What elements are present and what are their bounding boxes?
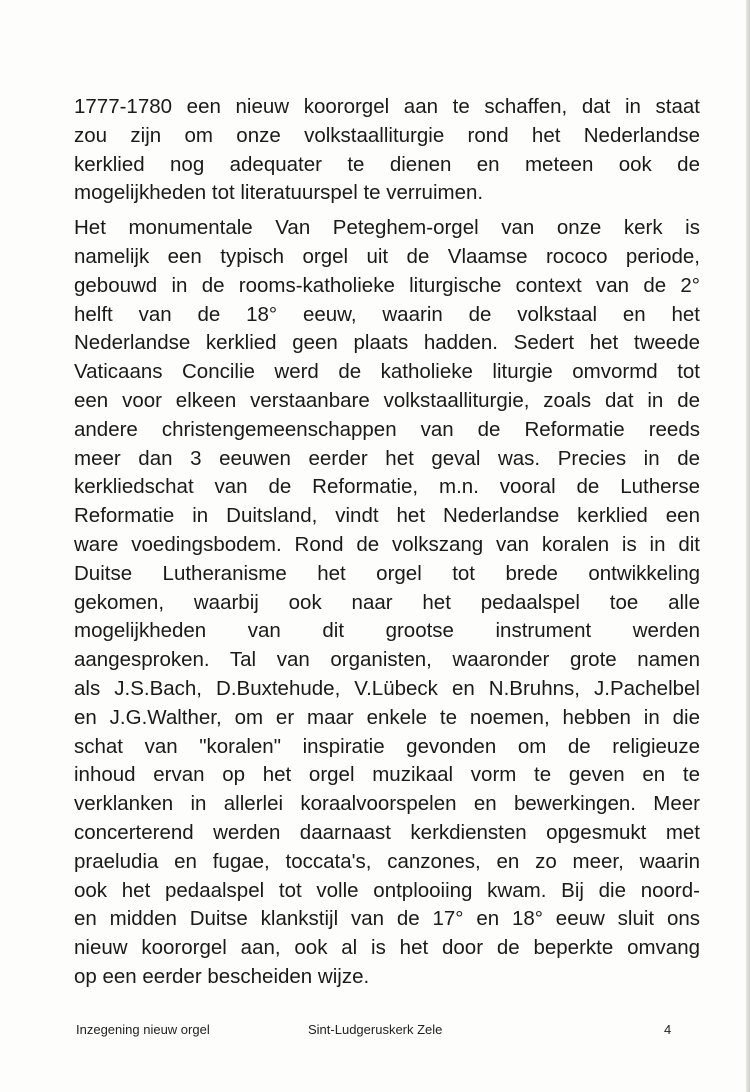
body-text	[74, 93, 700, 992]
footer-event-title: Inzegening nieuw orgel	[76, 1022, 210, 1037]
text-line: praeludia en fugae, toccata's, canzones, en zo meer, waarin	[74, 849, 700, 873]
text-line: nieuw koororgel aan, ook al is het door de beperkte omvang	[74, 936, 700, 960]
text-line: en midden Duitse klankstijl van de 17° en 18° eeuw sluit ons	[74, 907, 700, 931]
text-line: mogelijkheden van dit grootse instrument werden	[74, 619, 700, 643]
text-line: concerterend werden daarnaast kerkdiensten opgesmukt met	[74, 820, 700, 844]
text-line: gebouwd in de rooms-katholieke liturgische context van de 2°	[74, 273, 700, 297]
paragraph-1	[74, 93, 700, 208]
text-line: 1777-1780 een nieuw koororgel aan te schaffen, dat in staat	[74, 95, 700, 118]
text-line: verklanken in allerlei koraalvoorspelen en bewerkingen. Meer	[74, 792, 700, 816]
text-line: andere christengemeenschappen van de Reformatie reeds	[74, 417, 700, 441]
text-line: namelijk een typisch orgel uit de Vlaamse rococo periode,	[74, 244, 700, 268]
text-line: op een eerder bescheiden wijze.	[74, 964, 370, 988]
text-line: inhoud ervan op het orgel muzikaal vorm te geven en te	[74, 763, 700, 787]
text-line: een voor elkeen verstaanbare volkstaalliturgie, zoals dat in de	[74, 388, 700, 412]
text-line: kerklied nog adequater te dienen en meteen ook de	[74, 152, 700, 176]
page-number: 4	[664, 1022, 672, 1037]
text-line: schat van "koralen" inspiratie gevonden om de religieuze	[74, 734, 700, 758]
text-line: helft van de 18° eeuw, waarin de volkstaal en het	[74, 302, 700, 326]
text-line: Nederlandse kerklied geen plaats hadden. Sedert het tweede	[74, 331, 700, 355]
text-line: aangesproken. Tal van organisten, waaronder grote namen	[74, 648, 700, 672]
text-line: Duitse Lutheranisme het orgel tot brede ontwikkeling	[74, 561, 700, 585]
text-line: kerkliedschat van de Reformatie, m.n. vooral de Lutherse	[74, 475, 700, 499]
text-line: ook het pedaalspel tot volle ontplooiing kwam. Bij die noord-	[74, 878, 700, 902]
text-line: Reformatie in Duitsland, vindt het Nederlandse kerklied een	[74, 504, 700, 528]
text-line: en J.G.Walther, om er maar enkele te noemen, hebben in die	[74, 705, 700, 729]
footer-church-name: Sint-Ludgeruskerk Zele	[308, 1022, 443, 1037]
text-line: zou zijn om onze volkstaalliturgie rond het Nederlandse	[74, 123, 700, 147]
paragraph-2	[74, 214, 700, 992]
text-line: mogelijkheden tot literatuurspel te verruimen.	[74, 181, 484, 205]
page-edge-shadow	[746, 0, 750, 1092]
text-line: als J.S.Bach, D.Buxtehude, V.Lübeck en N.Bruhns, J.Pachelbel	[74, 676, 700, 700]
text-line: ware voedingsbodem. Rond de volkszang van koralen is in dit	[74, 532, 700, 556]
text-line: Het monumentale Van Peteghem-orgel van onze kerk is	[74, 216, 700, 240]
text-line: gekomen, waarbij ook naar het pedaalspel toe alle	[74, 590, 700, 614]
text-line: meer dan 3 eeuwen eerder het geval was. Precies in de	[74, 446, 700, 470]
text-line: Vaticaans Concilie werd de katholieke liturgie omvormd tot	[74, 360, 700, 384]
